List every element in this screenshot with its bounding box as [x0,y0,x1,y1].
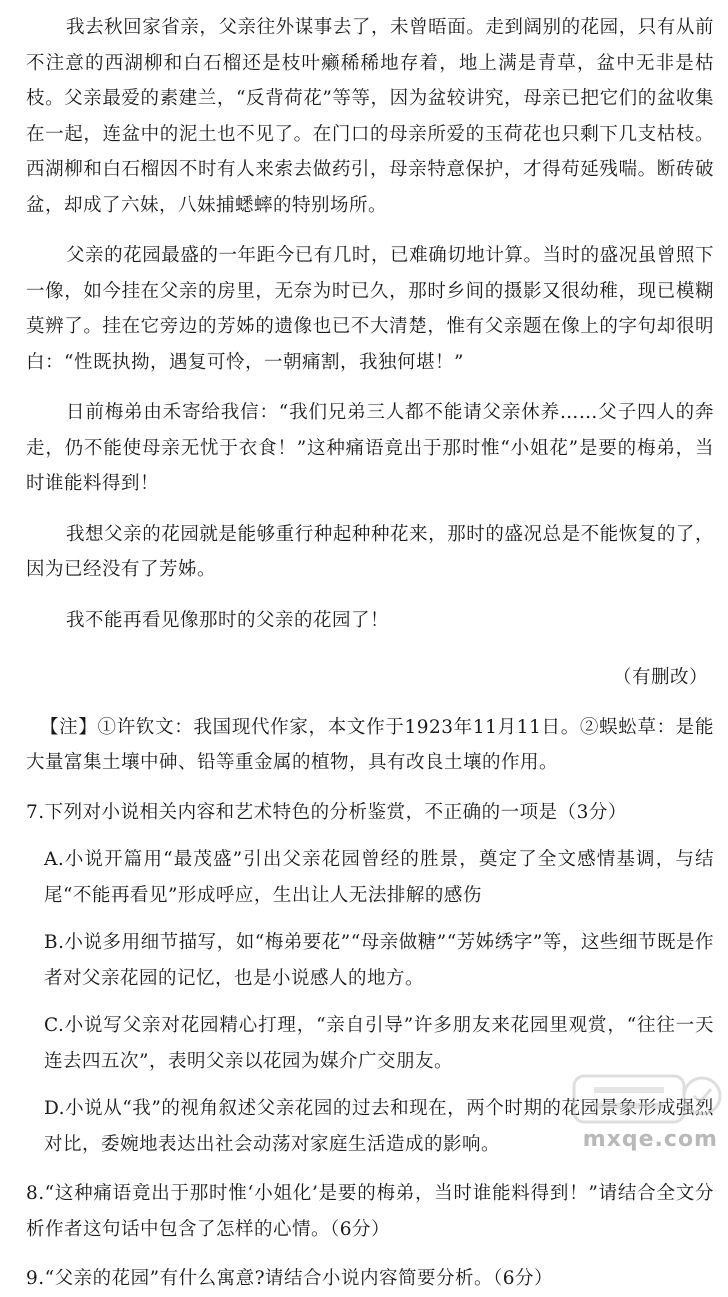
question-7-option-d: D.小说从“我”的视角叙述父亲花园的过去和现在，两个时期的花园景象形成强烈对比，委婉地表达出社会动荡对家庭生活造成的影响。 [44,1098,714,1155]
question-7-option-b: B.小说多用细节描写，如“梅弟要花”“母亲做糖”“芳姊绣字”等，这些细节既是作者对父亲花园的记忆，也是小说感人的地方。 [44,932,714,989]
passage-paragraph-3: 日前梅弟由禾寄给我信：“我们兄弟三人都不能请父亲休养……父子四人的奔走，仍不能使母亲无忧于衣食！”这种痛语竟出于那时惟“小姐花”是要的梅弟，当时谁能料得到！ [26,402,714,494]
passage-paragraph-5: 我不能再看见像那时的父亲的花园了！ [66,609,390,631]
passage-paragraph-1: 我去秋回家省亲，父亲往外谋事去了，未曾晤面。走到阔别的花园，只有从前不注意的西湖柳和白石榴还是枝叶癞稀稀地存着，地上满是青草，盆中无非是枯枝。父亲最爱的素建兰，“反背荷花”等等，因为盆较讲究，母亲已把它们的盆收集在一起，连盆中的泥土也不见了。在门口的母亲所爱的玉荷花也只剩下几支枯枝。西湖柳和白石榴因不时有人来索去做药引，母亲特意保护，才得苟延残喘。断砖破盆，却成了六妹，八妹捕蟋蟀的特别场所。 [26,17,714,216]
passage-paragraph-2: 父亲的花园最盛的一年距今已有几时，已难确切地计算。当时的盛况虽曾照下一像，如今挂在父亲的房里，无奈为时已久，那时乡间的摄影又很幼稚，现已模糊莫辨了。挂在它旁边的芳姊的遗像也已不大清楚，惟有父亲题在像上的字句却很明白：“性既执拗，遇复可怜，一朝痛割，我独何堪！” [26,245,714,373]
source-note: （有删改） [612,667,708,688]
annotation-note: 【注】①许钦文：我国现代作家，本文作于1923年11月11日。②蜈蚣草：是能大量富集土壤中砷、铅等重金属的植物，具有改良土壤的作用。 [26,716,714,773]
question-7-option-c: C.小说写父亲对花园精心打理，“亲自引导”许多朋友来花园里观赏，“往往一天连去四五次”，表明父亲以花园为媒介广交朋友。 [44,1015,714,1072]
question-9: 9.“父亲的花园”有什么寓意?请结合小说内容简要分析。（6分） [26,1268,554,1289]
question-8: 8.“这种痛语竟出于那时惟‘小姐化’是要的梅弟，当时谁能料得到！”请结合全文分析作者这句话中包含了怎样的心情。（6分） [26,1183,714,1240]
passage-paragraph-4: 我想父亲的花园就是能够重行种起种种花来，那时的盛况总是不能恢复的了，因为已经没有了芳姊。 [26,523,714,580]
question-7-stem: 7.下列对小说相关内容和艺术特色的分析鉴赏，不正确的一项是（3分） [26,801,627,823]
watermark-text: mxqe.com [582,1127,718,1152]
question-7-option-a: A.小说开篇用“最茂盛”引出父亲花园曾经的胜景，奠定了全文感情基调，与结尾“不能再看见”形成呼应，生出让人无法排解的感伤 [44,849,714,906]
